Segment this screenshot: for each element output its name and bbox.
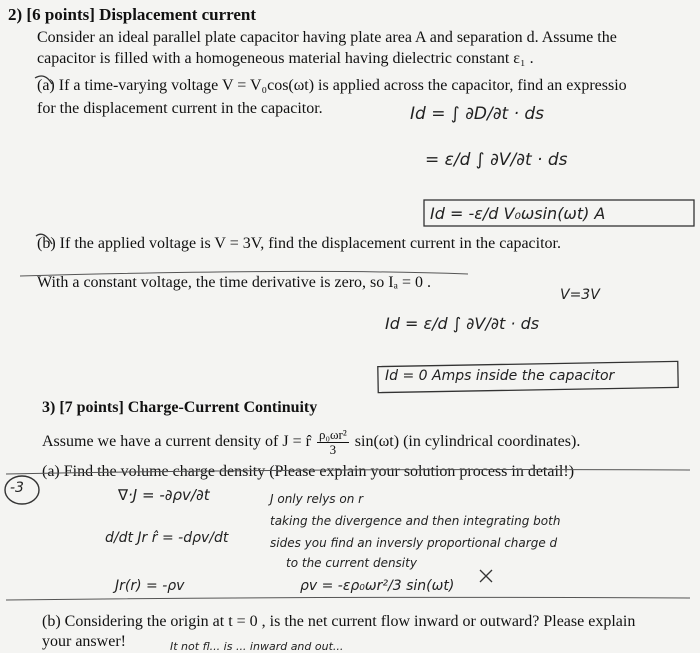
q3-heading: 3) [7 points] Charge-Current Continuity [42,399,318,416]
hw-c-note3: sides you find an inversly proportional charge d [270,536,558,550]
q2-intro-line2: capacitor is filled with a homogeneous material having dielectric constant ε₁ . [37,50,534,67]
hw-b-step1: Id = ε/d ∫ ∂V/∂t · ds [385,314,540,333]
hw-a-result: Id = -ε/d V₀ωsin(ωt) A [430,204,606,223]
hw-score: -3 [10,480,24,496]
q2-part-a-line2: for the displacement current in the capacitor. [37,100,323,117]
hw-b-voltage: V=3V [560,287,600,303]
hw-a-step2: = ε/d ∫ ∂V/∂t · ds [425,150,568,170]
hw-c-step2: d/dt Jr r̂ = -dρv/dt [105,530,229,546]
q2-part-b-answer: With a constant voltage, the time derivative is zero, so Iₐ = 0 . [37,274,431,291]
hw-c-note1: J only relys on r [270,492,364,506]
hw-c-step3: Jr(r) = -ρv [115,578,185,594]
hw-a-step1: Id = ∫ ∂D/∂t · ds [410,104,545,124]
q3-assume-prefix: Assume we have a current density of J = r̂ [42,433,311,451]
q3-assume [42,428,580,457]
q3-part-a: (a) Find the volume charge density (Please explain your solution process in detail!) [42,463,575,480]
hw-c-note2: taking the divergence and then integrating both [270,514,561,528]
q3-fraction [317,428,349,457]
q3-fraction-denominator: 3 [329,442,337,457]
hw-b-result: Id = 0 Amps inside the capacitor [385,368,615,384]
q3-assume-suffix: sin(ωt) (in cylindrical coordinates). [354,433,581,451]
q3-part-b-line1: (b) Considering the origin at t = 0 , is the net current flow inward or outward? Please explain [42,613,636,630]
hw-c-note4: to the current density [286,556,417,570]
hw-c-result: ρv = -ερ₀ωr²/3 sin(ωt) [300,578,455,594]
q2-part-b: (b) If the applied voltage is V = 3V, find the displacement current in the capacitor. [37,235,561,252]
underline-q3b [6,597,690,600]
hw-c-partb: It not fl... is ... inward and out... [170,640,344,653]
q3-part-b-line2: your answer! [42,633,126,650]
q2-intro-line1: Consider an ideal parallel plate capacitor having plate area A and separation d. Assume the [37,29,617,46]
hw-c-step1: ∇·J = -∂ρv/∂t [118,486,210,504]
cross-mark [480,570,492,582]
q2-heading: 2) [6 points] Displacement current [8,5,257,24]
q3-fraction-numerator: ρ₀ωr² [318,427,347,442]
q2-part-a-line1: (a) If a time-varying voltage V = V₀cos(ωt) is applied across the capacitor, find an expressio [37,77,627,94]
